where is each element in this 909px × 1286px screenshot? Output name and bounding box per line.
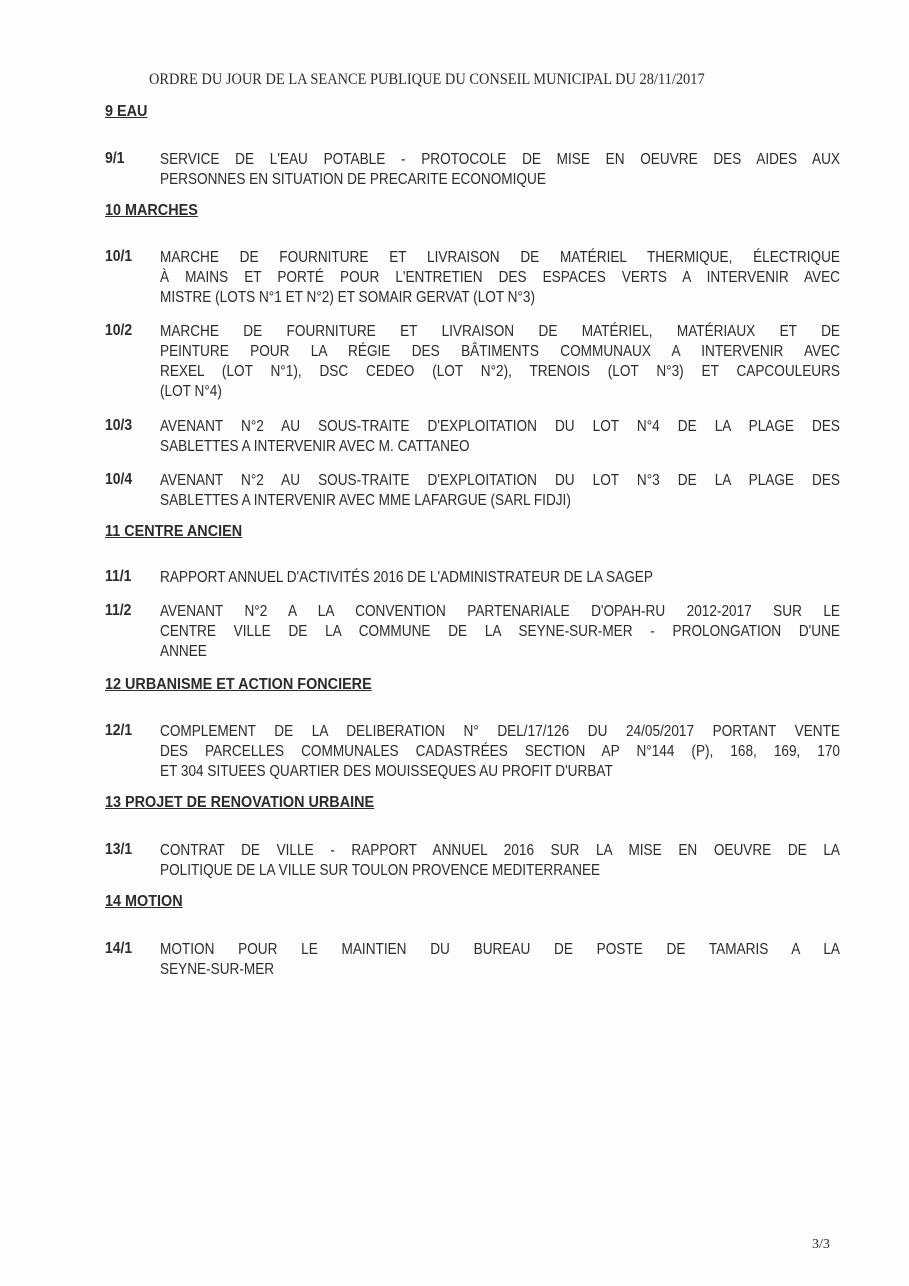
item-number: 13/1 <box>105 841 133 858</box>
document-title: ORDRE DU JOUR DE LA SEANCE PUBLIQUE DU CONSEIL MUNICIPAL DU 28/11/2017 <box>149 71 705 88</box>
item-text-line: MOTION POUR LE MAINTIEN DU BUREAU DE POSTE DE TAMARIS A LA <box>160 941 840 958</box>
page-number: 3/3 <box>812 1237 830 1252</box>
item-number: 14/1 <box>105 940 133 957</box>
item-text-line: SERVICE DE L'EAU POTABLE - PROTOCOLE DE MISE EN OEUVRE DES AIDES AUX <box>160 151 840 168</box>
item-text-line: COMPLEMENT DE LA DELIBERATION N° DEL/17/126 DU 24/05/2017 PORTANT VENTE <box>160 723 840 740</box>
section-heading: 10 MARCHES <box>105 202 198 219</box>
item-number: 11/1 <box>105 568 132 585</box>
item-number: 10/1 <box>105 248 133 265</box>
item-text-line: RAPPORT ANNUEL D'ACTIVITÉS 2016 DE L'ADMINISTRATEUR DE LA SAGEP <box>160 569 653 586</box>
item-text-line: PEINTURE POUR LA RÉGIE DES BÂTIMENTS COMMUNAUX A INTERVENIR AVEC <box>160 343 840 360</box>
item-text-line: CONTRAT DE VILLE - RAPPORT ANNUEL 2016 SUR LA MISE EN OEUVRE DE LA <box>160 842 840 859</box>
item-number: 10/3 <box>105 417 133 434</box>
item-text-line: ANNEE <box>160 643 207 660</box>
section-heading: 14 MOTION <box>105 893 183 910</box>
item-number: 10/4 <box>105 471 133 488</box>
item-text-line: SABLETTES A INTERVENIR AVEC MME LAFARGUE (SARL FIDJI) <box>160 492 571 509</box>
item-text-line: MARCHE DE FOURNITURE ET LIVRAISON DE MATÉRIEL, MATÉRIAUX ET DE <box>160 323 840 340</box>
section-heading: 9 EAU <box>105 103 148 120</box>
item-text-line: DES PARCELLES COMMUNALES CADASTRÉES SECTION AP N°144 (P), 168, 169, 170 <box>160 743 840 760</box>
item-text-line: (LOT N°4) <box>160 383 222 400</box>
item-text-line: CENTRE VILLE DE LA COMMUNE DE LA SEYNE-SUR-MER - PROLONGATION D'UNE <box>160 623 840 640</box>
item-number: 11/2 <box>105 602 132 619</box>
item-text-line: À MAINS ET PORTÉ POUR L'ENTRETIEN DES ESPACES VERTS A INTERVENIR AVEC <box>160 269 840 286</box>
item-text-line: PERSONNES EN SITUATION DE PRECARITE ECONOMIQUE <box>160 171 546 188</box>
item-text-line: AVENANT N°2 AU SOUS-TRAITE D'EXPLOITATION DU LOT N°3 DE LA PLAGE DES <box>160 472 840 489</box>
item-text-line: POLITIQUE DE LA VILLE SUR TOULON PROVENCE MEDITERRANEE <box>160 862 601 879</box>
item-text-line: MARCHE DE FOURNITURE ET LIVRAISON DE MATÉRIEL THERMIQUE, ÉLECTRIQUE <box>160 249 840 266</box>
section-heading: 13 PROJET DE RENOVATION URBAINE <box>105 794 375 811</box>
item-text-line: REXEL (LOT N°1), DSC CEDEO (LOT N°2), TRENOIS (LOT N°3) ET CAPCOULEURS <box>160 363 840 380</box>
item-number: 10/2 <box>105 322 133 339</box>
item-number: 12/1 <box>105 722 133 739</box>
item-text-line: SABLETTES A INTERVENIR AVEC M. CATTANEO <box>160 438 470 455</box>
item-text-line: AVENANT N°2 AU SOUS-TRAITE D'EXPLOITATION DU LOT N°4 DE LA PLAGE DES <box>160 418 840 435</box>
item-text-line: SEYNE-SUR-MER <box>160 961 275 978</box>
item-text-line: MISTRE (LOTS N°1 ET N°2) ET SOMAIR GERVAT (LOT N°3) <box>160 289 536 306</box>
item-text-line: AVENANT N°2 A LA CONVENTION PARTENARIALE D'OPAH-RU 2012-2017 SUR LE <box>160 603 840 620</box>
section-heading: 11 CENTRE ANCIEN <box>105 523 243 540</box>
item-text-line: ET 304 SITUEES QUARTIER DES MOUISSEQUES AU PROFIT D'URBAT <box>160 763 613 780</box>
item-number: 9/1 <box>105 150 125 167</box>
section-heading: 12 URBANISME ET ACTION FONCIERE <box>105 676 372 693</box>
